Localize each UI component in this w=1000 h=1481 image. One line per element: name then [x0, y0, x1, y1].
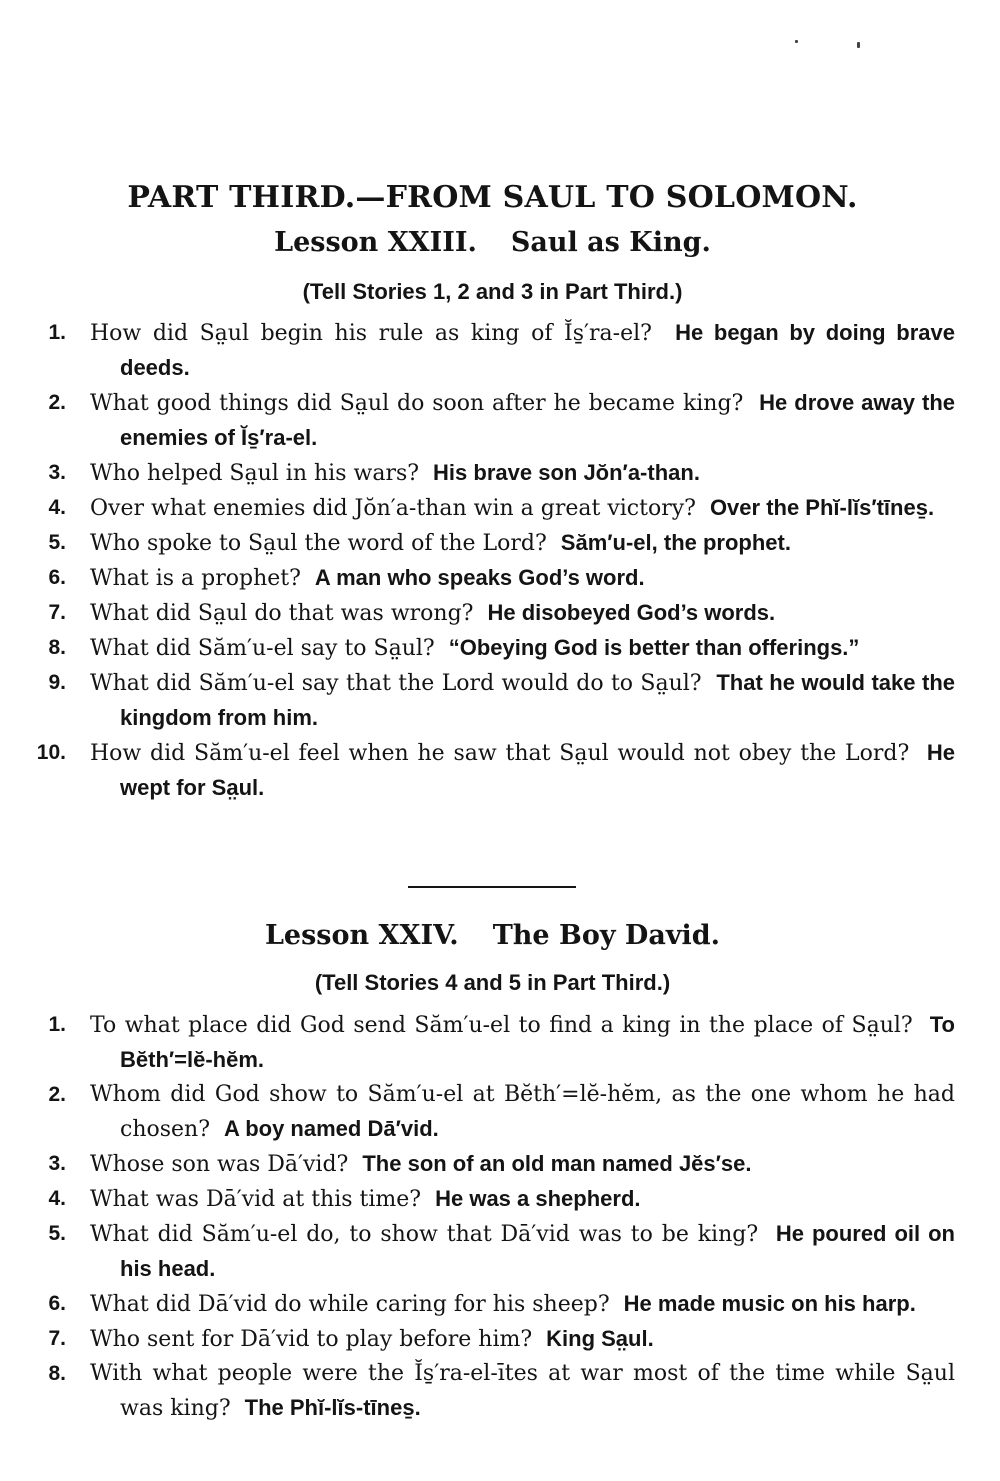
lesson-23-name: Saul as King.: [510, 227, 711, 258]
question-number: 3.: [48, 461, 66, 484]
question-text: What did Săm′u-el say that the Lord would do to Sa̤ul?: [90, 671, 702, 696]
question-number: 7.: [48, 601, 66, 624]
question-number: 3.: [48, 1152, 66, 1175]
question-text: How did Săm′u-el feel when he saw that Sa̤ul would not obey the Lord?: [90, 741, 910, 766]
question-number: 4.: [48, 1187, 66, 1210]
question-item: [0, 666, 1000, 736]
lesson-23-instruction: (Tell Stories 1, 2 and 3 in Part Third.): [302, 279, 683, 304]
question-text: What did Sa̤ul do that was wrong?: [90, 601, 474, 626]
question-text: Who helped Sa̤ul in his wars?: [90, 461, 420, 486]
question-text: What good things did Sa̤ul do soon after he became king?: [90, 391, 744, 416]
lesson-24-name: The Boy David.: [492, 920, 721, 951]
question-item: [0, 1287, 1000, 1322]
question-number: 1.: [48, 1013, 66, 1036]
question-text: To what place did God send Săm′u-el to find a king in the place of Sa̤ul?: [90, 1013, 913, 1038]
answer-text: A man who speaks God’s word.: [314, 565, 645, 590]
answer-text: His brave son Jŏn′a-than.: [433, 460, 700, 485]
question-number: 2.: [48, 1083, 66, 1106]
question-number: 5.: [48, 531, 66, 554]
answer-text: The Phĭ-lĭs-tīnes̱.: [244, 1395, 421, 1420]
question-item: [0, 1078, 1000, 1147]
question-item: [0, 561, 1000, 596]
question-text: What was Dā′vid at this time?: [90, 1187, 422, 1212]
lesson-23-number: Lesson XXIII.: [274, 227, 477, 258]
part-title: PART THIRD.—FROM SAUL TO SOLOMON.: [127, 180, 858, 215]
question-text: Who spoke to Sa̤ul the word of the Lord?: [90, 531, 547, 556]
answer-text: He drove away the enemies of Ĭs̱′ra-el.: [120, 390, 955, 450]
question-number: 8.: [48, 1362, 66, 1385]
lesson-24-number: Lesson XXIV.: [264, 920, 459, 951]
question-item: [0, 1217, 1000, 1287]
question-text: What did Dā′vid do while caring for his sheep?: [90, 1292, 610, 1317]
answer-text: King Sa̤ul.: [546, 1326, 654, 1351]
question-text: Whom did God show to Săm′u-el at Bĕth′=lĕ-hĕm, as the one whom he had chosen?: [90, 1082, 955, 1142]
answer-text: “Obeying God is better than offerings.”: [448, 635, 860, 660]
question-item: [0, 631, 1000, 666]
question-item: [0, 1322, 1000, 1357]
question-number: 6.: [48, 566, 66, 589]
answer-text: A boy named Dā′vid.: [224, 1116, 439, 1141]
question-number: 7.: [48, 1327, 66, 1350]
question-text: With what people were the Ĭs̱′ra-el-ītes at war most of the time while Sa̤ul was king?: [90, 1361, 955, 1421]
question-text: Who sent for Dā′vid to play before him?: [90, 1327, 533, 1352]
answer-text: He disobeyed God’s words.: [487, 600, 776, 625]
question-item: [0, 386, 1000, 456]
answer-text: The son of an old man named Jĕs′se.: [362, 1151, 752, 1176]
print-speck: [857, 42, 860, 48]
question-number: 9.: [48, 671, 66, 694]
question-number: 6.: [48, 1292, 66, 1315]
question-number: 10.: [36, 741, 66, 764]
question-item: [0, 1182, 1000, 1217]
question-text: Whose son was Dā′vid?: [90, 1152, 349, 1177]
lesson-23-questions: [0, 316, 1000, 806]
question-number: 1.: [48, 321, 66, 344]
answer-text: That he would take the kingdom from him.: [120, 670, 956, 730]
question-item: [0, 1008, 1000, 1078]
answer-text: Over the Phĭ-lĭs′tīnes̱.: [709, 495, 935, 520]
question-text: How did Sa̤ul begin his rule as king of Ĭs̱′ra-el?: [90, 321, 652, 346]
lesson-24-title: [0, 920, 985, 951]
question-item: [0, 736, 1000, 806]
lesson-24-questions: [0, 1008, 1000, 1426]
question-item: [0, 526, 1000, 561]
section-divider: [408, 886, 576, 888]
question-item: [0, 491, 1000, 526]
question-number: 5.: [48, 1222, 66, 1245]
print-speck: [795, 40, 798, 43]
question-number: 4.: [48, 496, 66, 519]
answer-text: To Bĕth′=lĕ-hĕm.: [120, 1012, 955, 1072]
answer-text: He poured oil on his head.: [120, 1221, 955, 1281]
answer-text: He began by doing brave deeds.: [120, 320, 955, 380]
question-item: [0, 596, 1000, 631]
question-text: What is a prophet?: [90, 566, 301, 591]
question-item: [0, 456, 1000, 491]
question-text: What did Săm′u-el do, to show that Dā′vid was to be king?: [90, 1222, 759, 1247]
answer-text: He was a shepherd.: [435, 1186, 641, 1211]
question-number: 8.: [48, 636, 66, 659]
question-number: 2.: [48, 391, 66, 414]
question-text: What did Săm′u-el say to Sa̤ul?: [90, 636, 435, 661]
lesson-24-instruction: (Tell Stories 4 and 5 in Part Third.): [314, 970, 671, 995]
question-item: [0, 1357, 1000, 1426]
answer-text: Săm′u-el, the prophet.: [560, 530, 791, 555]
question-item: [0, 316, 1000, 386]
answer-text: He wept for Sa̤ul.: [120, 740, 955, 800]
answer-text: He made music on his harp.: [623, 1291, 916, 1316]
question-item: [0, 1147, 1000, 1182]
lesson-23-title: [0, 227, 985, 258]
question-text: Over what enemies did Jŏn′a-than win a great victory?: [90, 496, 696, 521]
